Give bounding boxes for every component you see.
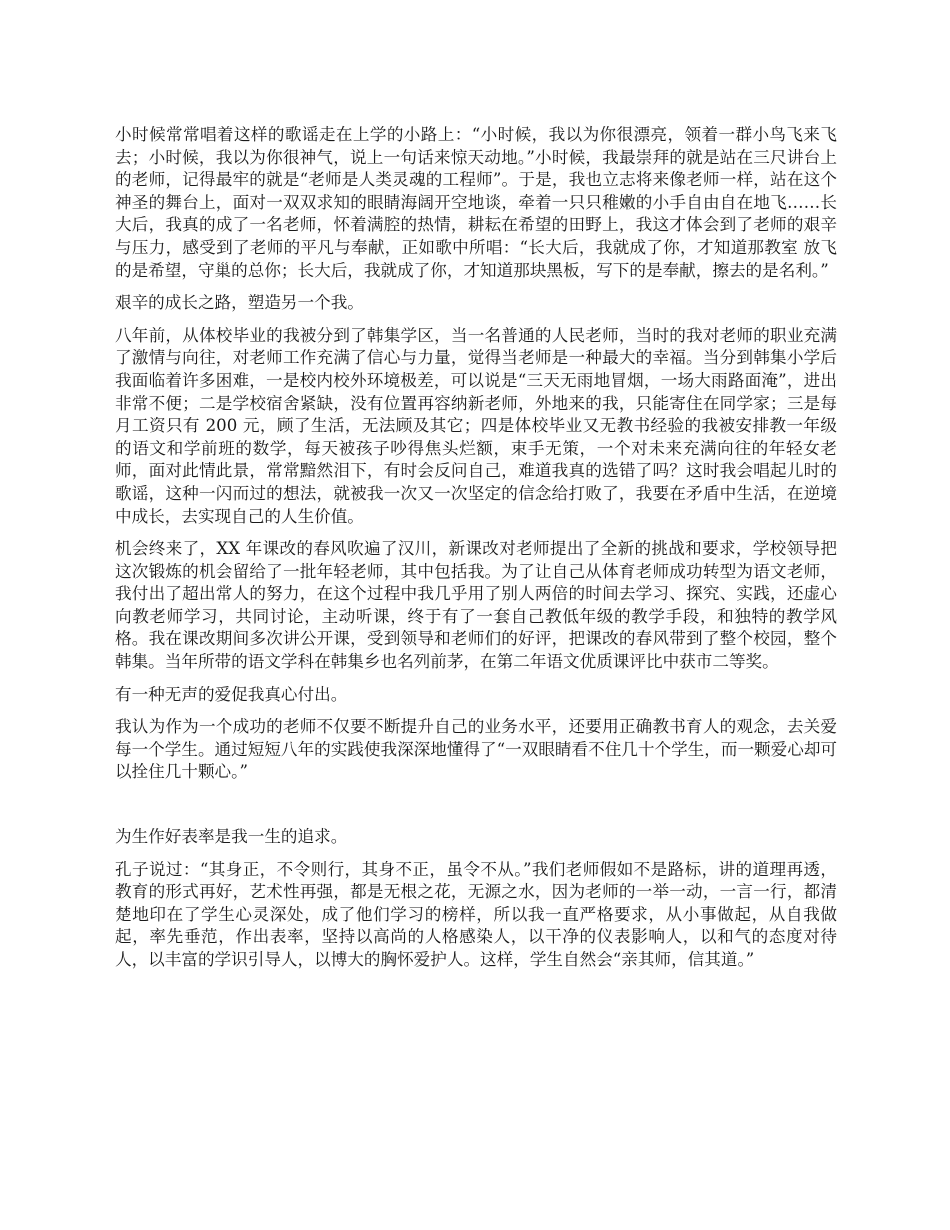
paragraph-confucius: 孔子说过：“其身正，不令则行，其身不正，虽令不从。”我们老师假如不是路标，讲的道理再透，教育的形式再好，艺术性再强，都是无根之花，无源之水，因为老师的一举一动，一言一行，都清楚地印在了学生心灵深处，成了他们学习的榜样，所以我一直严格要求，从小事做起，从自我做起，率先垂范，作出表率，坚持以高尚的人格感染人，以干净的仪表影响人，以和气的态度对待人，以丰富的学识引导人，以博大的胸怀爱护人。这样，学生自然会“亲其师，信其道。” — [115, 859, 837, 969]
document-body — [115, 124, 837, 982]
paragraph-heading-love: 有一种无声的爱促我真心付出。 — [115, 684, 348, 704]
paragraph-curriculum-reform: 机会终来了，XX 年课改的春风吹遍了汉川，新课改对老师提出了全新的挑战和要求，学校领导把这次锻炼的机会留给了一批年轻老师，其中包括我。为了让自己从体育老师成功转型为语文老师，我付出了超出常人的努力，在这个过程中我几乎用了别人两倍的时间去学习、探究、实践，还虚心向教老师学习，共同讨论，主动听课，终于有了一套自己教低年级的教学手段，和独特的教学风格。我在课改期间多次讲公开课，受到领导和老师们的好评，把课改的春风带到了整个校园，整个韩集。当年所带的语文学科在韩集乡也名列前茅，在第二年语文优质课评比中获市二等奖。 — [115, 539, 837, 672]
paragraph-eight-years-ago: 八年前，从体校毕业的我被分到了韩集学区，当一名普通的人民老师，当时的我对老师的职业充满了激情与向往，对老师工作充满了信心与力量，觉得当老师是一种最大的幸福。当分到韩集小学后我面临着许多困难，一是校内校外环境极差，可以说是“三天无雨地冒烟，一场大雨路面淹”，进出非常不便；二是学校宿舍紧缺，没有位置再容纳新老师，外地来的我，只能寄住在同学家；三是每月工资只有 200 元，顾了生活，无法顾及其它；四是体校毕业又无教书经验的我被安排教一年级的语文和学前班的数学，每天被孩子吵得焦头烂额，束手无策，一个对未来充满向往的年轻女老师，面对此情此景，常常黯然泪下，有时会反问自己，难道我真的选错了吗？这时我会唱起儿时的歌谣，这种一闪而过的想法，就被我一次又一次坚定的信念给打败了，我要在矛盾中生活，在逆境中成长，去实现自己的人生价值。 — [115, 325, 837, 526]
paragraph-heading-growth: 艰辛的成长之路，塑造另一个我。 — [115, 293, 364, 313]
paragraph-intro: 小时候常常唱着这样的歌谣走在上学的小路上：“小时候，我以为你很漂亮，领着一群小鸟飞来飞去；小时候，我以为你很神气，说上一句话来惊天动地。”小时候，我最崇拜的就是站在三尺讲台上的老师，记得最牢的就是“老师是人类灵魂的工程师”。于是，我也立志将来像老师一样，站在这个神圣的舞台上，面对一双双求知的眼睛海阔开空地谈，牵着一只只稚嫩的小手自由自在地飞……长大后，我真的成了一名老师，怀着满腔的热情，耕耘在希望的田野上，我这才体会到了老师的艰辛与压力，感受到了老师的平凡与奉献，正如歌中所唱：“长大后，我就成了你，才知道那教室 放飞的是希望，守巢的总你；长大后，我就成了你，才知道那块黑板，写下的是奉献，擦去的是名利。” — [115, 125, 837, 280]
paragraph-heading-example: 为生作好表率是我一生的追求。 — [115, 827, 348, 847]
paragraph-caring-students: 我认为作为一个成功的老师不仅要不断提升自己的业务水平，还要用正确教书育人的观念，去关爱每一个学生。通过短短八年的实践使我深深地懂得了“一双眼睛看不住几十个学生，而一颗爱心却可以拴住几十颗心。” — [115, 717, 838, 782]
